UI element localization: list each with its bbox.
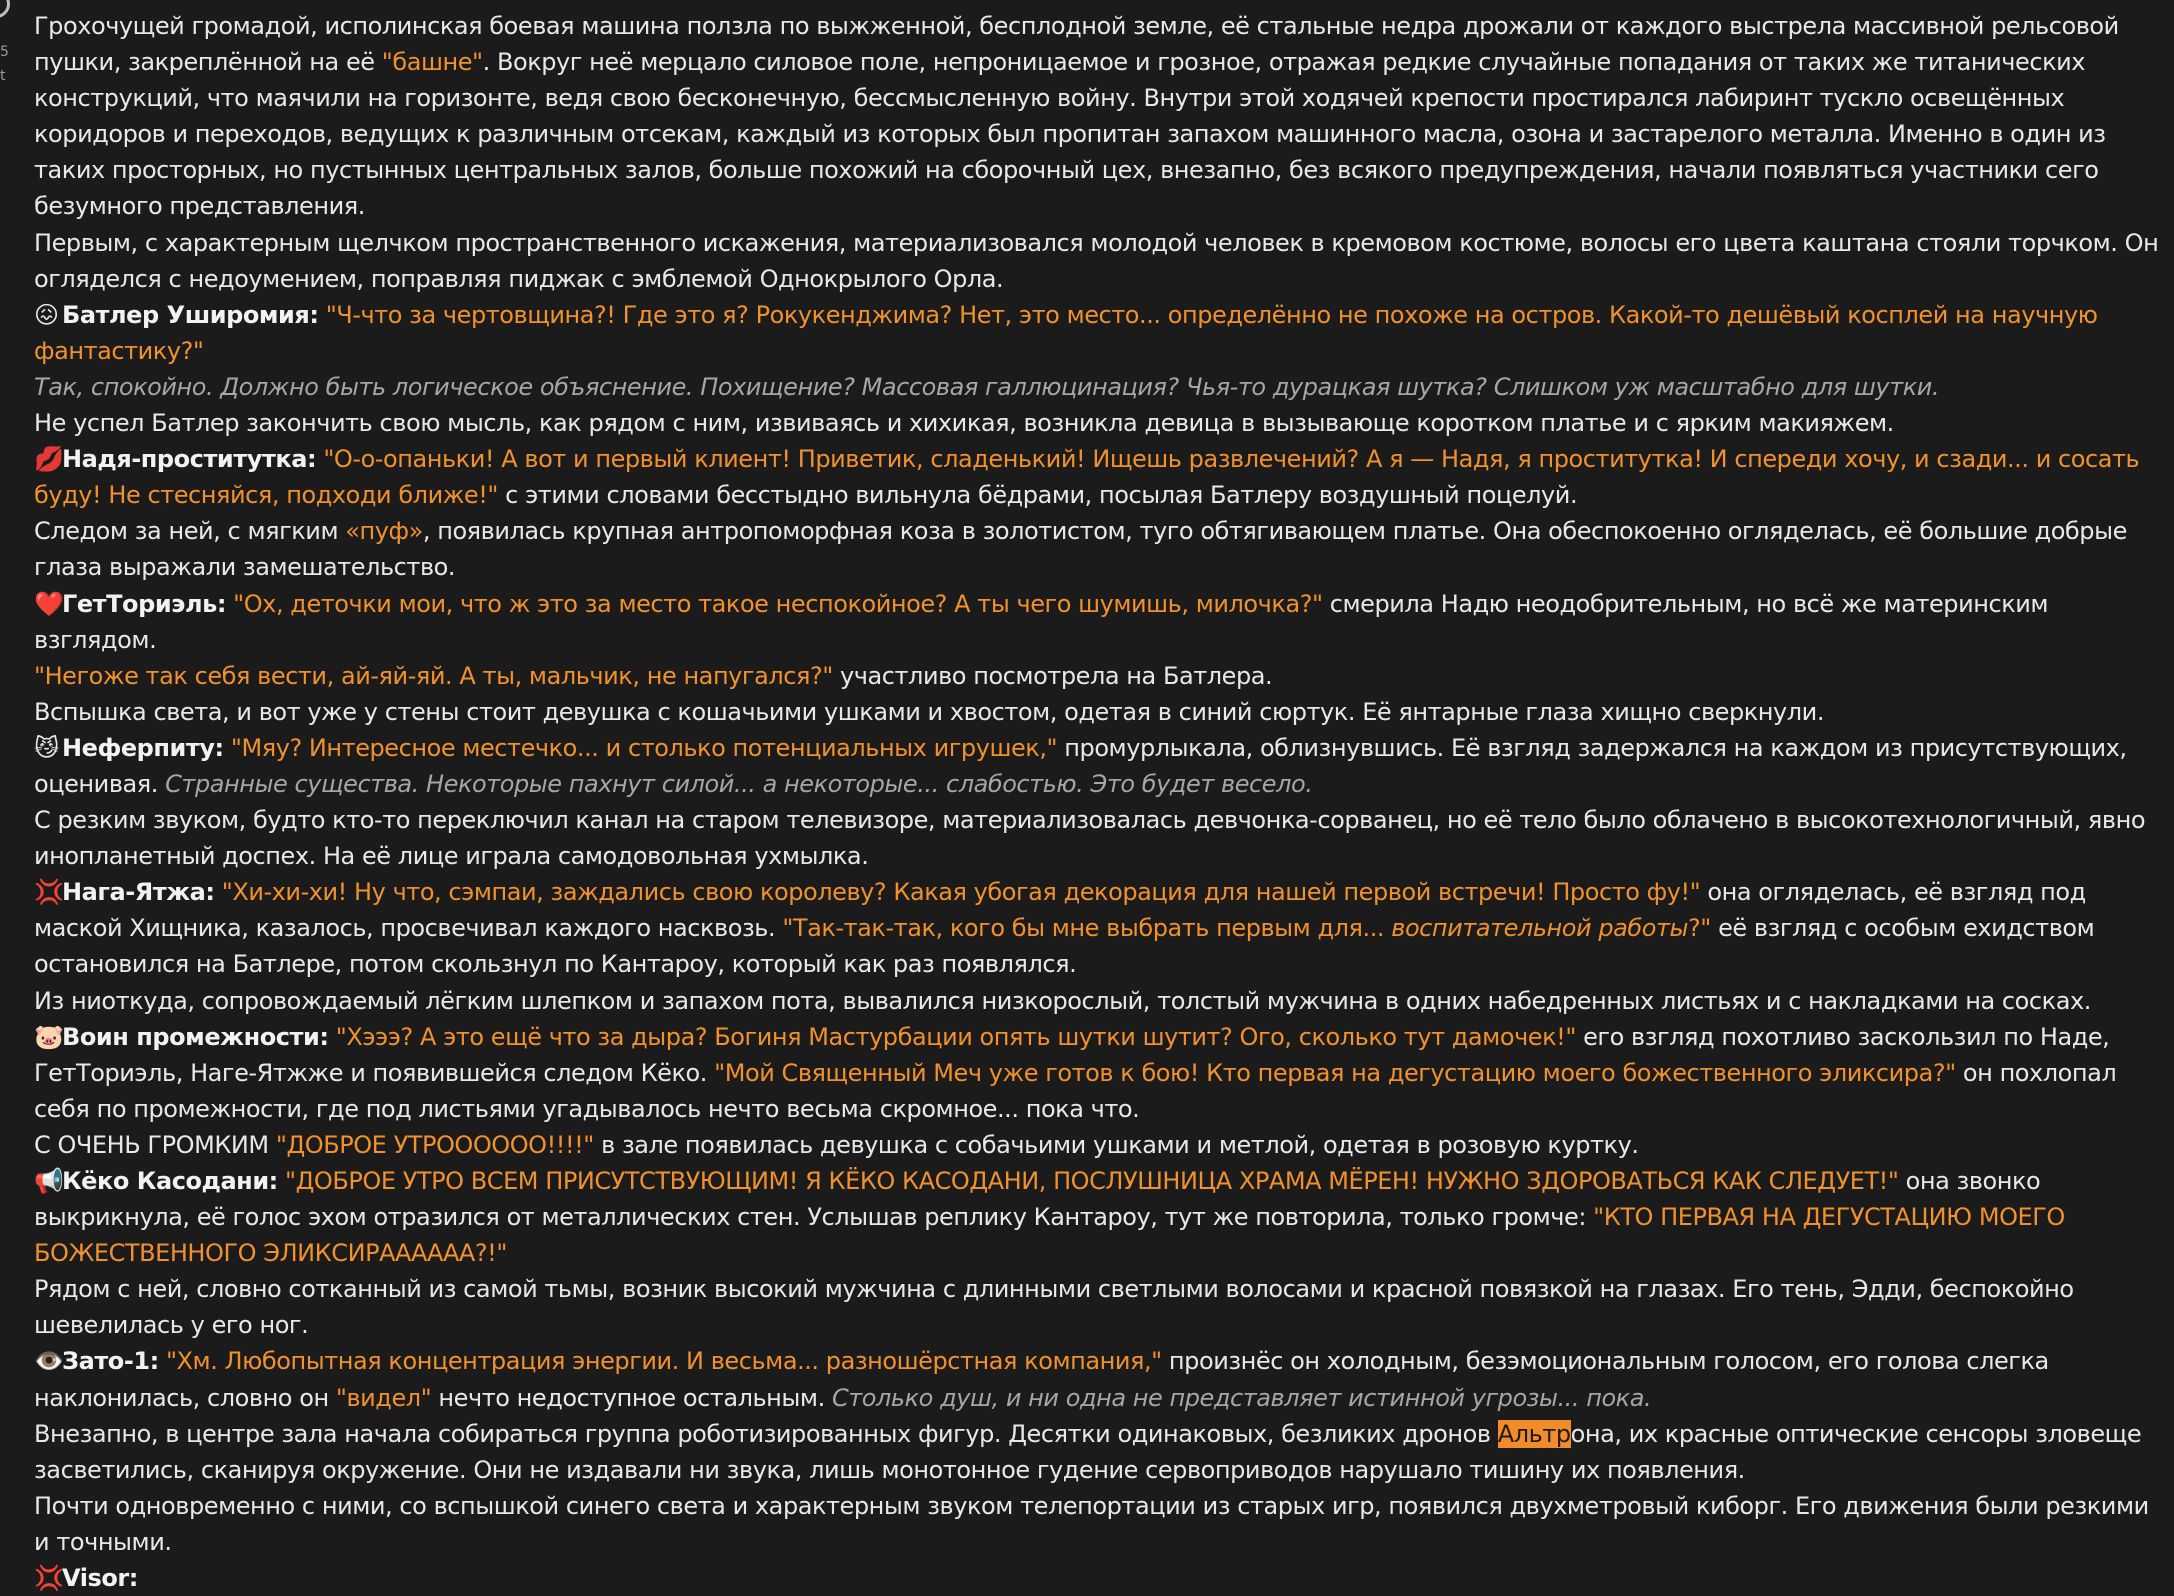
quote-text: "Хм. Любопытная концентрация энергии. И весьма... разношёрстная компания," [165, 1347, 1162, 1376]
speaker-name: ГетТориэль: [62, 589, 226, 618]
cat-face-icon: 😼 [34, 733, 59, 762]
red-heart-icon: ❤️ [34, 589, 64, 618]
narration-text: , появилась крупная антропоморфная коза в золотистом, туго обтягивающем платье. Она обеспокоенно огляделась, её большие добрые глаза выражали замешательство. [34, 517, 2127, 582]
quote-text: "О-о-опаньки! А вот и первый клиент! Приветик, сладенький! Ищешь развлечений? А я — Надя, я проститутка! И спереди хочу, и сзади... и сосать буду! Не стесняйся, подходи ближе!" [34, 445, 2140, 510]
narration-text: она огляделась, её взгляд под маской Хищника, казалось, просвечивал каждого насквозь. [34, 878, 2086, 943]
narration-text: Следом за ней, с мягким [34, 517, 346, 546]
narration-text: смерила Надю неодобрительным, но всё же материнским взглядом. [34, 589, 2049, 654]
quote-text: "башне" [381, 48, 483, 77]
narration-text: произнёс он холодным, безэмоциональным голосом, его голова слегка наклонилась, словно он [34, 1347, 2049, 1412]
narration-paragraph: Не успел Батлер закончить свою мысль, как рядом с ним, извиваясь и хихикая, возникла девица в вызывающе коротком платье и с ярким макияжем. [34, 409, 1894, 438]
speaker-name: Кёко Касодани: [62, 1167, 278, 1195]
dialogue-line [34, 874, 2162, 982]
quote-text: "видел" [335, 1383, 432, 1412]
narration-text: она, их красные оптические сенсоры зловеще засветились, сканируя окружение. Они не издавали ни звука, лишь монотонное гудение сервоприводов нарушало тишину их появления. [34, 1419, 2142, 1484]
megaphone-icon: 📢 [34, 1167, 64, 1195]
dialogue-line [34, 586, 2162, 694]
quote-emphasis: воспитательной работы [1391, 914, 1688, 943]
narration-paragraph [34, 1416, 2162, 1488]
quote-text: "Так-так-так, кого бы мне выбрать первым для... [782, 914, 1392, 943]
narration-paragraph: Почти одновременно с ними, со вспышкой синего света и характерным звуком телепортации из старых игр, появился двухметровый киборг. Его движения были резкими и точными. [34, 1491, 2149, 1556]
dialogue-line [34, 730, 2162, 802]
narration-text: нечто недоступное остальным. [431, 1383, 832, 1412]
dialogue-line [34, 1019, 2162, 1127]
dialogue-line [34, 1163, 2162, 1271]
quote-text: "Мяу? Интересное местечко... и столько потенциальных игрушек," [230, 733, 1058, 762]
quote-text: "Мой Священный Меч уже готов к бою! Кто первая на дегустацию моего божественного эликсира?" [714, 1058, 1956, 1087]
speaker-name: Зато-1: [62, 1347, 159, 1376]
quote-text: «пуф» [345, 517, 423, 546]
quote-text: "ДОБРОЕ УТРООООOO!!!!" [275, 1130, 594, 1159]
narration-text: Грохочущей громадой, исполинская боевая машина ползла по выжженной, бесплодной земле, её стальные недра дрожали от каждого выстрела массивной рельсовой пушки, закреплённой на её [34, 12, 2119, 77]
thought-text: Столько душ, и ни одна не представляет истинной угрозы... пока. [831, 1383, 1652, 1412]
eye-icon: 👁️ [34, 1347, 64, 1376]
dialogue-line [34, 1560, 2162, 1596]
narration-text: . Вокруг неё мерцало силовое поле, непроницаемое и грозное, отражая редкие случайные попадания от таких же титанических конструкций, что маячили на горизонте, ведя свою бесконечную, бессмысленную войну. Внутри этой ходячей крепости простирался лабиринт тускло освещённых коридоров и переходов, ведущих к различным отсекам, каждый из которых был пропитан запахом машинного масла, озона и застарелого металла. Именно в один из таких просторных, но пустынных центральных залов, больше похожий на сборочный цех, внезапно, без всякого предупреждения, начали появляться участники сего безумного представления. [34, 48, 2106, 221]
quote-text: "Хи-хи-хи! Ну что, сэмпаи, заждались свою королеву? Какая убогая декорация для нашей первой встречи! Просто фу!" [221, 878, 1701, 907]
thought-text: Странные существа. Некоторые пахнут силой... а некоторые... слабостью. Это будет весело. [165, 769, 1313, 798]
dialogue-line [34, 1343, 2162, 1415]
confounded-face-icon: 😖 [34, 300, 59, 329]
quote-text: "КТО ПЕРВАЯ НА ДЕГУСТАЦИЮ МОЕГО БОЖЕСТВЕННОГО ЭЛИКСИРАААААА?!" [34, 1203, 2065, 1268]
speaker-name: Visor: [62, 1564, 138, 1593]
narration-paragraph [34, 513, 2162, 585]
narration-paragraph: Рядом с ней, словно сотканный из самой тьмы, возник высокий мужчина с длинными светлыми волосами и красной повязкой на глазах. Его тень, Эдди, беспокойно шевелилась у его ног. [34, 1275, 2074, 1340]
avatar-edge [0, 0, 10, 18]
kiss-lips-icon: 💋 [34, 445, 64, 474]
narration-text: С ОЧЕНЬ ГРОМКИМ [34, 1130, 276, 1159]
speaker-name: Неферпиту: [62, 733, 224, 762]
narration-text: он похлопал себя по промежности, где под листьями угадывалось нечто весьма скромное... пока что. [34, 1058, 2117, 1123]
narration-text: Внезапно, в центре зала начала собираться группа роботизированных фигур. Десятки одинаковых, безликих дронов [34, 1419, 1498, 1448]
narration-text: с этими словами бесстыдно вильнула бёдрами, посылая Батлеру воздушный поцелуй. [497, 481, 1578, 510]
thought-text: Так, спокойно. Должно быть логическое объяснение. Похищение? Массовая галлюцинация? Чья-то дурацкая шутка? Слишком уж масштабно для шутки. [34, 372, 1940, 401]
narration-paragraph: Вспышка света, и вот уже у стены стоит девушка с кошачьими ушками и хвостом, одетая в синий сюртук. Её янтарные глаза хищно сверкнули. [34, 697, 1824, 726]
narration-text: её взгляд с особым ехидством остановился на Батлере, потом скользнул по Кантароу, который как раз появлялся. [34, 914, 2095, 979]
narration-text: промурлыкала, облизнувшись. Её взгляд задержался на каждом из присутствующих, оценивая. [34, 733, 2127, 798]
chat-message [34, 8, 2162, 1596]
narration-paragraph [34, 1127, 2162, 1163]
quote-text: ?" [1688, 914, 1711, 943]
quote-text: "Негоже так себя вести, ай-яй-яй. А ты, мальчик, не напугался?" [34, 661, 833, 690]
narration-paragraph: С резким звуком, будто кто-то переключил канал на старом телевизоре, материализовалась девчонка-сорванец, но её тело было облачено в высокотехнологичный, явно инопланетный доспех. На её лице играла самодовольная ухмылка. [34, 806, 2146, 871]
narration-paragraph: Из ниоткуда, сопровождаемый лёгким шлепком и запахом пота, вывалился низкорослый, толстый мужчина в одних набедренных листьях и с накладками на сосках. [34, 986, 2091, 1015]
narration-paragraph [34, 8, 2162, 225]
anger-symbol-icon: 💢 [34, 878, 64, 907]
narration-paragraph: Первым, с характерным щелчком пространственного искажения, материализовался молодой человек в кремовом костюме, волосы его цвета каштана стояли торчком. Он огляделся с недоумением, поправляя пиджак с эмблемой Однокрылого Орла. [34, 228, 2159, 293]
speaker-name: Воин промежности: [62, 1022, 329, 1051]
speaker-name: Надя-проститутка: [62, 445, 317, 474]
speaker-name: Нага-Ятжа: [62, 878, 215, 907]
dialogue-line [34, 441, 2162, 513]
narration-text: она звонко выкрикнула, её голос эхом отразился от металлических стен. Услышав реплику Кантароу, тут же повторила, только громче: [34, 1167, 2041, 1232]
pig-face-icon: 🐷 [34, 1022, 64, 1051]
quote-text: "Ч-что за чертовщина?! Где это я? Рокукенджима? Нет, это место... определённо не похоже на остров. Какой-то дешёвый косплей на научную фантастику?" [34, 300, 2098, 365]
narration-text: его взгляд похотливо заскользил по Наде, ГетТориэль, Наге-Ятжже и появившейся следом Кёко. [34, 1022, 2110, 1087]
narration-text: в зале появилась девушка с собачьими ушками и метлой, одетая в розовую куртку. [593, 1130, 1639, 1159]
quote-text: "Хэээ? А это ещё что за дыра? Богиня Мастурбации опять шутки шутит? Ого, сколько тут дамочек!" [335, 1022, 1576, 1051]
speaker-name: Батлер Уширомия: [62, 300, 319, 329]
quote-text: "ДОБРОЕ УТРО ВСЕМ ПРИСУТСТВУЮЩИМ! Я КЁКО КАСОДАНИ, ПОСЛУШНИЦА ХРАМА МЁРЕН! НУЖНО ЗДОРОВАТЬСЯ КАК СЛЕДУЕТ!" [285, 1167, 1899, 1195]
edge-glyphs: 5 t [0, 44, 9, 84]
dialogue-line [34, 297, 2162, 369]
quote-text: "Ох, деточки мои, что ж это за место такое неспокойное? А ты чего шумишь, милочка?" [233, 589, 1323, 618]
anger-symbol-icon: 💢 [34, 1564, 64, 1593]
narration-text: участливо посмотрела на Батлера. [832, 661, 1273, 690]
text-selection-highlight[interactable]: Альтр [1497, 1419, 1571, 1448]
